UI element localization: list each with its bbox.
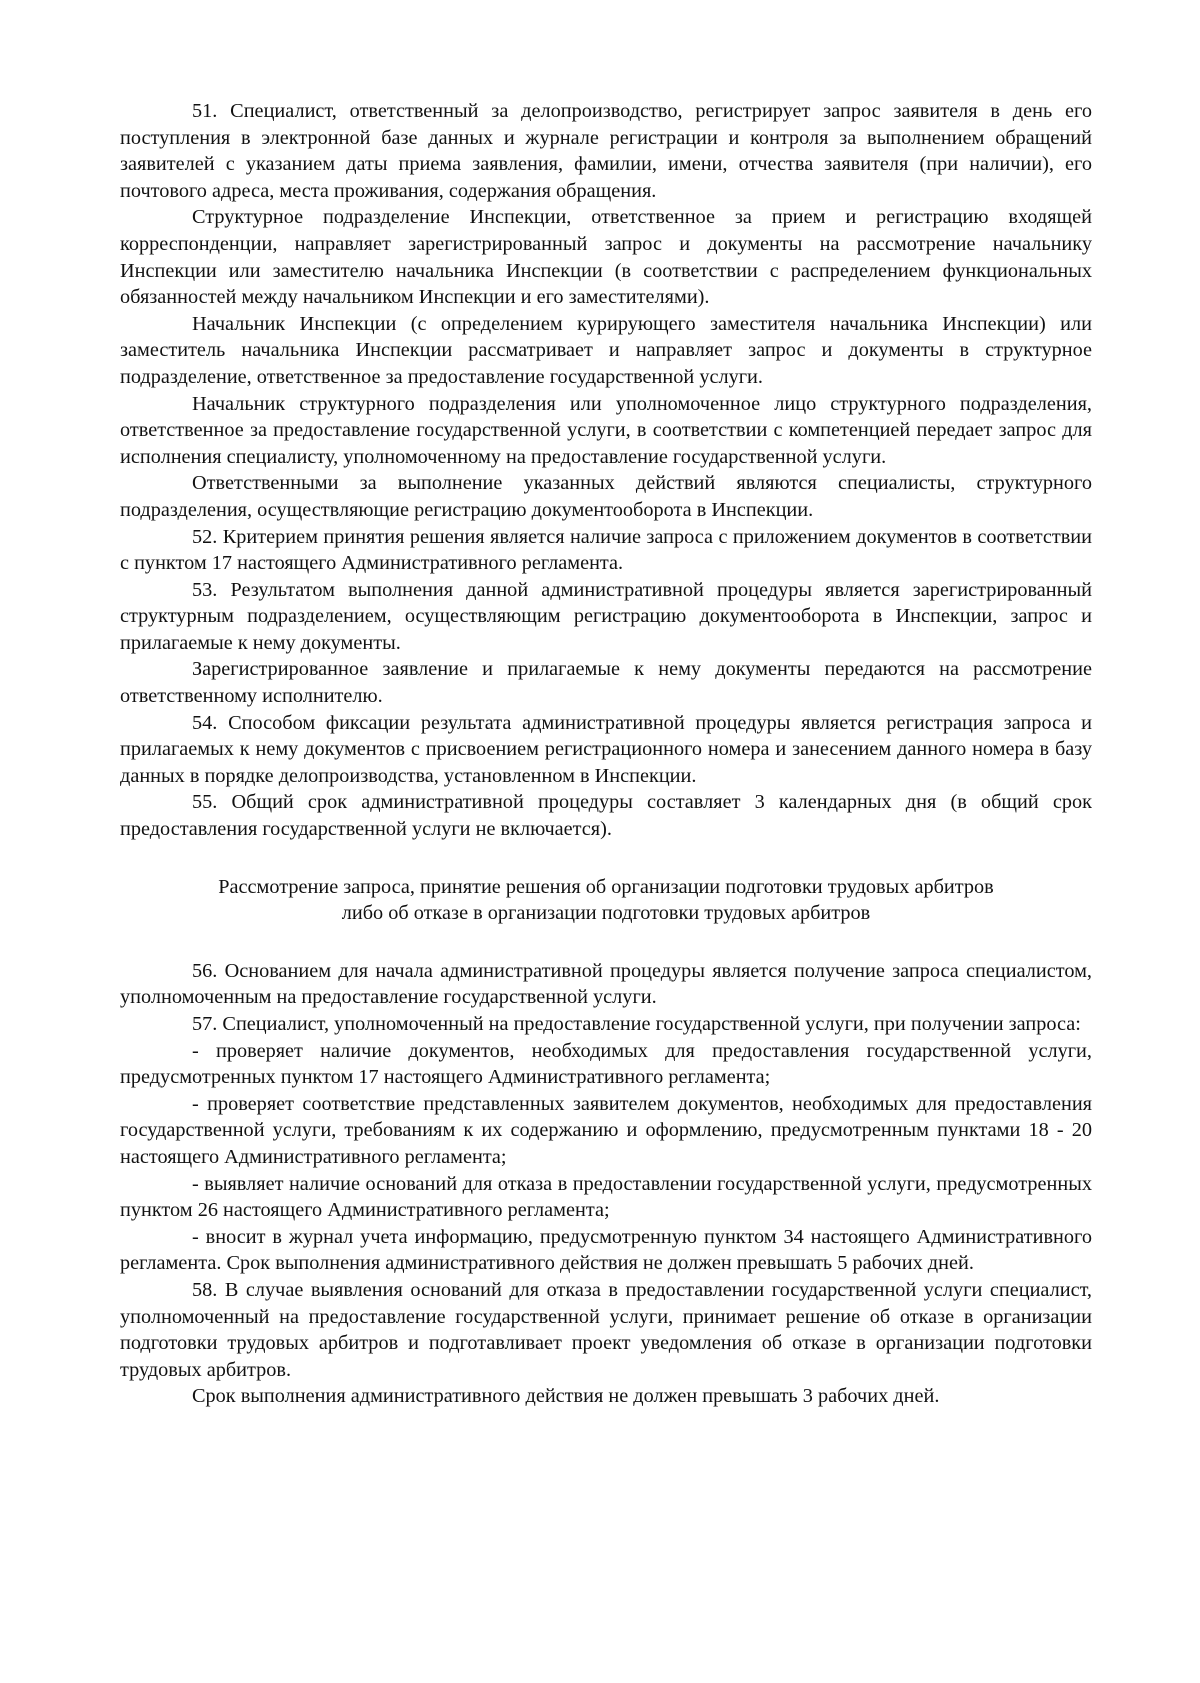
paragraph-head-of-unit: Начальник структурного подразделения или уполномоченное лицо структурного подразделения, ответственное за предоставление государственной услуги, в соответствии с компетенцией передает запрос для исполнения специалисту, уполномоченному на предоставление государственной услуги.: [120, 392, 1092, 468]
section-heading-line-2: либо об отказе в организации подготовки трудовых арбитров: [341, 902, 871, 925]
paragraph-57: 57. Специалист, уполномоченный на предоставление государственной услуги, при получении запроса:: [192, 1013, 1081, 1035]
paragraph-56: 56. Основанием для начала административной процедуры является получение запроса специалистом, уполномоченным на предоставление государственной услуги.: [120, 959, 1092, 1009]
list-item-check-documents: - проверяет наличие документов, необходимых для предоставления государственной услуги, предусмотренных пунктом 17 настоящего Административного регламента;: [120, 1039, 1092, 1089]
paragraph-55: 55. Общий срок административной процедуры составляет 3 календарных дня (в общий срок предоставления государственной услуги не включается).: [120, 791, 1092, 841]
paragraph-52: 52. Критерием принятия решения является наличие запроса с приложением документов в соответствии с пунктом 17 настоящего Административного регламента.: [120, 525, 1092, 575]
section-heading: [120, 874, 1092, 927]
paragraph-head-of-inspection: Начальник Инспекции (с определением курирующего заместителя начальника Инспекции) или заместитель начальника Инспекции рассматривает и направляет запрос и документы в структурное подразделение, ответственное за предоставление государственной услуги.: [120, 312, 1092, 388]
paragraph-registered-application: Зарегистрированное заявление и прилагаемые к нему документы передаются на рассмотрение ответственному исполнителю.: [120, 658, 1092, 708]
paragraph-54: 54. Способом фиксации результата административной процедуры является регистрация запроса и прилагаемых к нему документов с присвоением регистрационного номера и занесением данного номера в базу данных в порядке делопроизводства, установленном в Инспекции.: [120, 711, 1092, 787]
document-page: [120, 98, 1092, 1410]
list-item-identify-grounds: - выявляет наличие оснований для отказа в предоставлении государственной услуги, предусмотренных пунктом 26 настоящего Административного регламента;: [120, 1172, 1092, 1222]
paragraph-deadline: Срок выполнения административного действия не должен превышать 3 рабочих дней.: [192, 1385, 940, 1408]
section-heading-line-1: Рассмотрение запроса, принятие решения об организации подготовки трудовых арбитров: [218, 875, 994, 898]
list-item-check-compliance: - проверяет соответствие представленных заявителем документов, необходимых для предоставления государственной услуги, требованиям к их содержанию и оформлению, предусмотренным пунктами 18 - 20 настоящего Административного регламента;: [120, 1092, 1092, 1168]
paragraph-registration-dept: Структурное подразделение Инспекции, ответственное за прием и регистрацию входящей корреспонденции, направляет зарегистрированный запрос и документы на рассмотрение начальнику Инспекции или заместителю начальника Инспекции (в соответствии с распределением функциональных обязанностей между начальником Инспекции и его заместителями).: [120, 206, 1092, 309]
list-item-journal-entry: - вносит в журнал учета информацию, предусмотренную пунктом 34 настоящего Административного регламента. Срок выполнения административного действия не должен превышать 5 рабочих дней.: [120, 1225, 1092, 1275]
paragraph-53: 53. Результатом выполнения данной административной процедуры является зарегистрированный структурным подразделением, осуществляющим регистрацию документооборота в Инспекции, запрос и прилагаемые к нему документы.: [120, 578, 1092, 654]
paragraph-51: 51. Специалист, ответственный за делопроизводство, регистрирует запрос заявителя в день его поступления в электронной базе данных и журнале регистрации и контроля за выполнением обращений заявителей с указанием даты приема заявления, фамилии, имени, отчества заявителя (при наличии), его почтового адреса, места проживания, содержания обращения.: [120, 100, 1092, 202]
paragraph-responsible: Ответственными за выполнение указанных действий являются специалисты, структурного подразделения, осуществляющие регистрацию документооборота в Инспекции.: [120, 472, 1092, 521]
paragraph-58: 58. В случае выявления оснований для отказа в предоставлении государственной услуги специалист, уполномоченный на предоставление государственной услуги, принимает решение об отказе в организации подготовки трудовых арбитров и подготавливает проект уведомления об отказе в организации подготовки трудовых арбитров.: [120, 1278, 1092, 1381]
